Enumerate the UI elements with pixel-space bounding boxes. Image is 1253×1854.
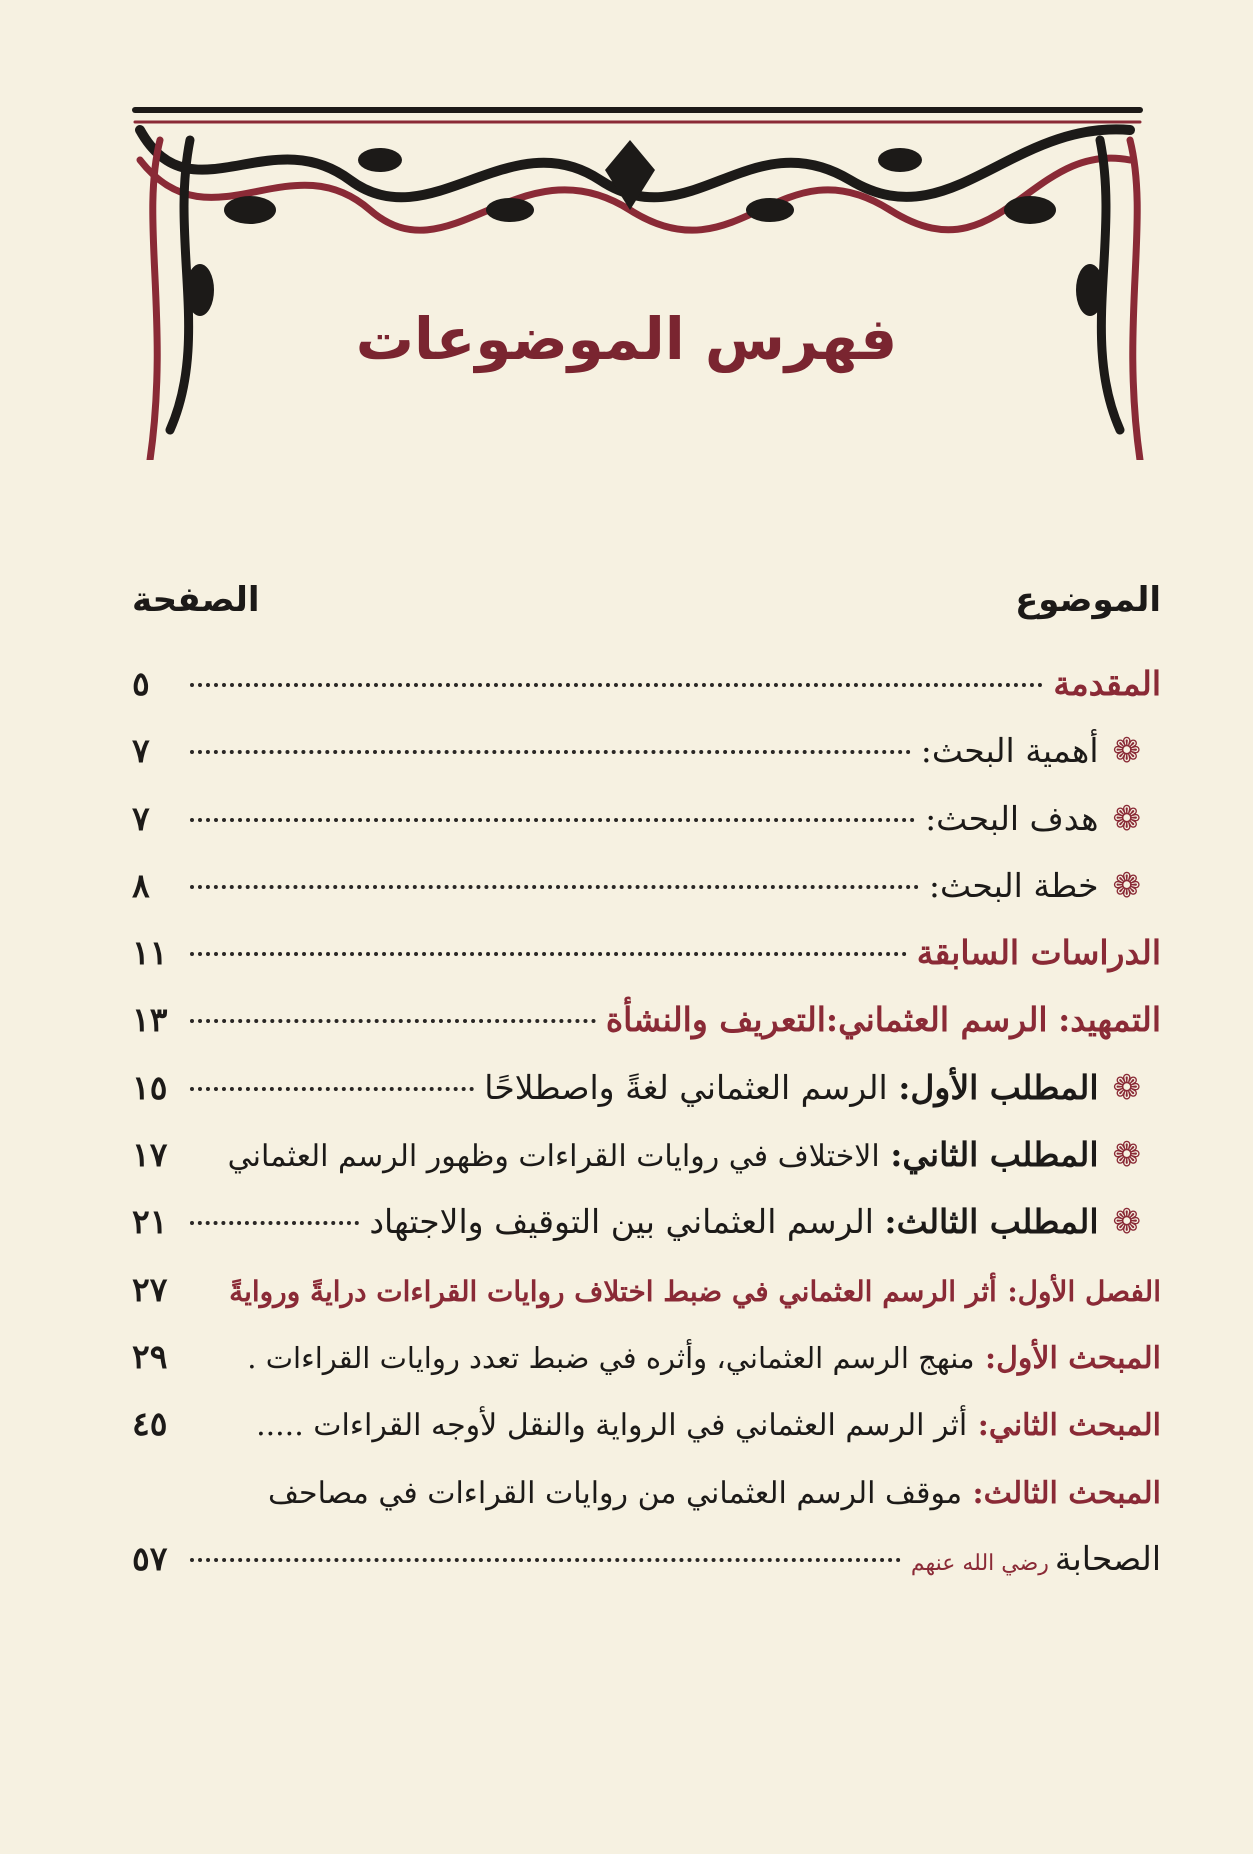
toc-entry: الفصل الأول: أثر الرسم العثماني في ضبط اختلاف روايات القراءات درايةً وروايةً ٢٧: [132, 1269, 1161, 1309]
topic-column-header: الموضوع: [1015, 580, 1161, 620]
page-column-header: الصفحة: [132, 580, 260, 620]
flower-bullet-icon: ❁: [1112, 1135, 1141, 1176]
toc-entry: المبحث الأول: منهج الرسم العثماني، وأثره في ضبط تعدد روايات القراءات . ٢٩: [132, 1336, 1161, 1376]
toc-entry: ❁ خطة البحث: ٨: [132, 852, 1161, 919]
toc-entry: ❁ هدف البحث: ٧: [132, 785, 1161, 852]
flower-bullet-icon: ❁: [1112, 798, 1141, 839]
toc-entry: المبحث الثاني: أثر الرسم العثماني في الرواية والنقل لأوجه القراءات ..... ٤٥: [132, 1404, 1161, 1444]
arabesque-frame-ornament: [130, 100, 1160, 460]
flower-bullet-icon: ❁: [1112, 731, 1141, 772]
honorific-calligraphy: رضي الله عنهم: [910, 1550, 1049, 1576]
toc-entry: الصحابة رضي الله عنهم ٥٧: [132, 1525, 1161, 1592]
toc-entry: ❁ المطلب الأول: الرسم العثماني لغةً واصطلاحًا ١٥: [132, 1054, 1161, 1121]
toc-entry: المبحث الثالث: موقف الرسم العثماني من روايات القراءات في مصاحف: [267, 1475, 1161, 1511]
flower-bullet-icon: ❁: [1112, 1202, 1141, 1243]
toc-entry: الدراسات السابقة ١١: [132, 933, 1161, 973]
toc-entry: ❁ المطلب الثالث: الرسم العثماني بين التوقيف والاجتهاد ٢١: [132, 1188, 1161, 1255]
toc-entry: ❁ أهمية البحث: ٧: [132, 717, 1161, 784]
flower-bullet-icon: ❁: [1112, 1067, 1141, 1108]
toc-entry: المقدمة ٥: [132, 664, 1161, 703]
toc-entry: التمهيد: الرسم العثماني:التعريف والنشأة ١٣: [132, 1000, 1161, 1040]
toc-list: [132, 650, 1161, 1592]
flower-bullet-icon: ❁: [1112, 865, 1141, 906]
toc-entry: ❁ المطلب الثاني: الاختلاف في روايات القراءات وظهور الرسم العثماني ١٧: [132, 1121, 1161, 1188]
page-title: فهرس الموضوعات: [355, 305, 898, 373]
